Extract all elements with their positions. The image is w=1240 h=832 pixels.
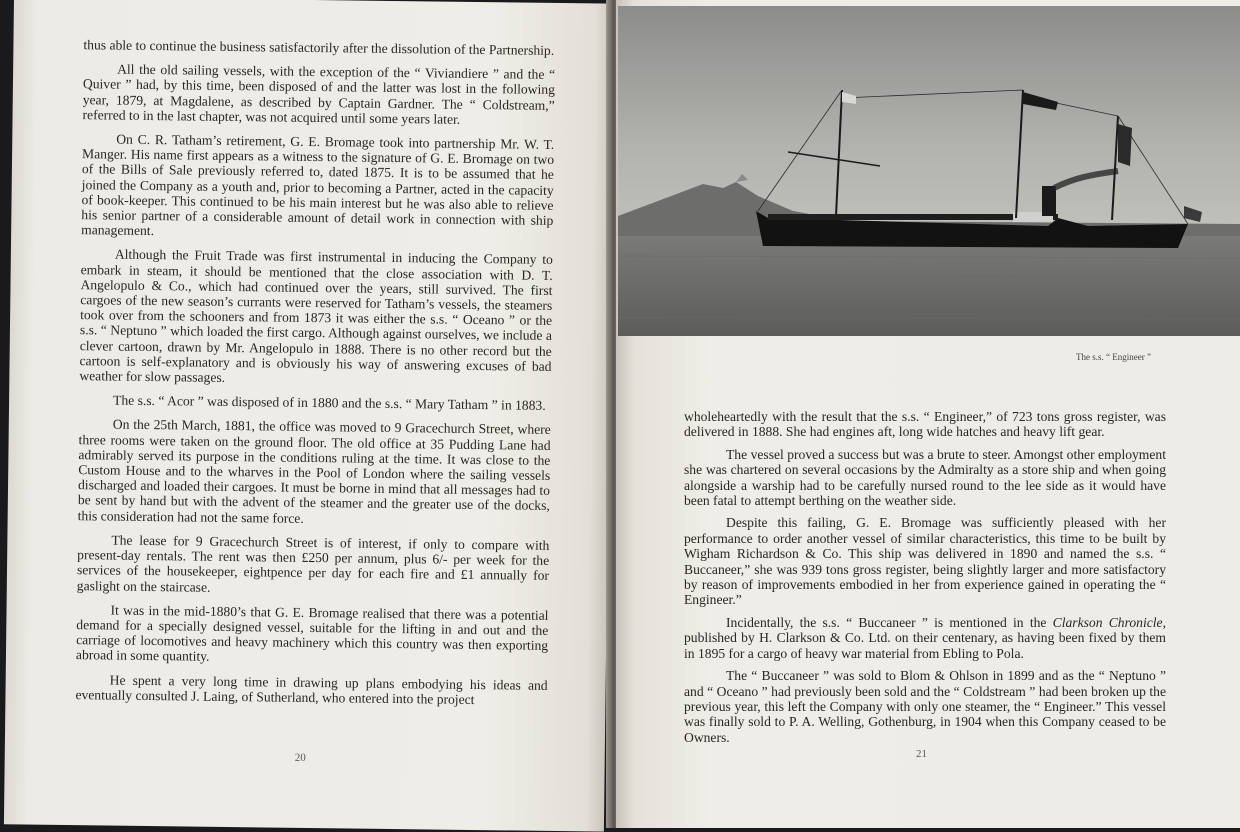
steamship-photo — [618, 6, 1240, 336]
left-paragraph-8: It was in the mid-1880’s that G. E. Bromage realised that there was a potential demand for a specially designed vessel, suitable for the lifting in and out and the carriage of locomotives and heavy machinery which this country was then exporting abroad in some quantity. — [75, 602, 549, 665]
photo-caption: The s.s. “ Engineer ” — [1076, 352, 1151, 362]
left-paragraph-5: The s.s. “ Acor ” was disposed of in 1880 and the s.s. “ Mary Tatham ” in 1883. — [113, 392, 546, 414]
left-page-number: 20 — [294, 751, 306, 764]
right-paragraph-4-end: , published by H. Clarkson & Co. Ltd. on their centenary, as having been fixed by them in 1895 for a cargo of heavy war material from Ebling to Pola. — [684, 614, 1166, 661]
left-paragraph-6: On the 25th March, 1881, the office was moved to 9 Gracechurch Street, where three rooms were taken on the ground floor. The old office at 35 Pudding Lane had admirably served its purpose in the conditions ruling at the time. It was close to the Custom House and to the wharves in the Pool of London where the sailing vessels discharged and loaded their cargoes. It must be borne in mind that all messages had to be sent by hand but with the advent of the steamer and the greater use of the docks, this consideration had not the same force. — [77, 417, 551, 526]
left-paragraph-9: He spent a very long time in drawing up plans embodying his ideas and eventually consulted J. Laing, of Sutherland, who entered into the project — [75, 672, 548, 707]
left-paragraph-2: All the old sailing vessels, with the exception of the “ Viviandiere ” and the “ Quiver ” had, by this time, been disposed of and the latter was lost in the following year, 1879, at Magdalene, as described by Captain Gardner. The “ Coldstream,” referred to in the last chapter, was not acquired until some years later. — [82, 61, 556, 127]
left-page — [4, 0, 614, 832]
steamship-illustration — [618, 6, 1240, 336]
clarkson-chronicle-title: Clarkson Chronicle — [1052, 614, 1163, 630]
left-paragraph-7: The lease for 9 Gracechurch Street is of interest, if only to compare with present-day rentals. The rent was then £250 per annum, plus 6/- per week for the services of the housekeeper, eightpence per day for each fire and £1 annually for gaslight on the staircase. — [76, 532, 550, 595]
right-paragraph-2: The vessel proved a success but was a brute to steer. Amongst other employment she was chartered on several occasions by the Admiralty as a store ship and when going alongside a warship had to be carefully nursed round to the lee side as it would have been fatal to attempt berthing on the weather side. — [684, 446, 1166, 509]
left-paragraph-1: thus able to continue the business satisfactorily after the dissolution of the Partnership. — [83, 37, 555, 58]
left-page-text — [75, 37, 555, 717]
right-paragraph-3: Despite this failing, G. E. Bromage was sufficiently pleased with her performance to order another vessel of similar characteristics, this time to be built by Wigham Richardson & Co. This ship was delivered in 1890 and named the s.s. “ Buccaneer,” she was 939 tons gross register, being slightly larger and more satisfactory by reason of improvements embodied in her from experience gained in operating the “ Engineer.” — [684, 515, 1166, 608]
right-paragraph-5: The “ Buccaneer ” was sold to Blom & Ohlson in 1899 and as the “ Neptuno ” and “ Oceano ” had previously been sold and the “ Coldstream ” had been broken up the previous year, this left the Company with only one steamer, the “ Engineer.” This vessel was finally sold to P. A. Welling, Gothenburg, in 1904 when this Company ceased to be Owners. — [684, 668, 1166, 745]
right-page — [616, 0, 1240, 828]
left-paragraph-4: Although the Fruit Trade was first instrumental in inducing the Company to embark in steam, it should be mentioned that the close association with D. T. Angelopulo & Co., which had continued over the years, still survived. The first cargoes of the new season’s currants were reserved for Tatham’s vessels, the steamers took over from the schooners and from 1873 it was either the s.s. “ Oceano ” or the s.s. “ Neptuno ” which loaded the first cargo. Although against ourselves, we include a clever cartoon, drawn by Mr. Angelopulo in 1888. There is no other record but the cartoon is self-explanatory and is obviously his way of answering excuses of bad weather for slow passages. — [79, 247, 553, 386]
right-paragraph-1: wholeheartedly with the result that the s.s. “ Engineer,” of 723 tons gross register, was delivered in 1888. She had engines aft, long wide hatches and heavy lift gear. — [684, 409, 1166, 440]
right-paragraph-4-start: Incidentally, the s.s. “ Buccaneer ” is mentioned in the — [726, 614, 1053, 630]
left-paragraph-3: On C. R. Tatham’s retirement, G. E. Bromage took into partnership Mr. W. T. Manger. His name first appears as a witness to the signature of G. E. Bromage on two of the Bills of Sale previously referred to, dated 1875. It is to be assumed that he joined the Company as a youth and, prior to becoming a Partner, acted in the capacity of book-keeper. This continued to be his main interest but he was also able to relieve his senior partner of a considerable amount of detail work in connection with ship management. — [81, 131, 555, 239]
right-page-number: 21 — [916, 748, 927, 760]
right-paragraph-4 — [684, 615, 1166, 661]
right-page-text — [684, 409, 1166, 752]
